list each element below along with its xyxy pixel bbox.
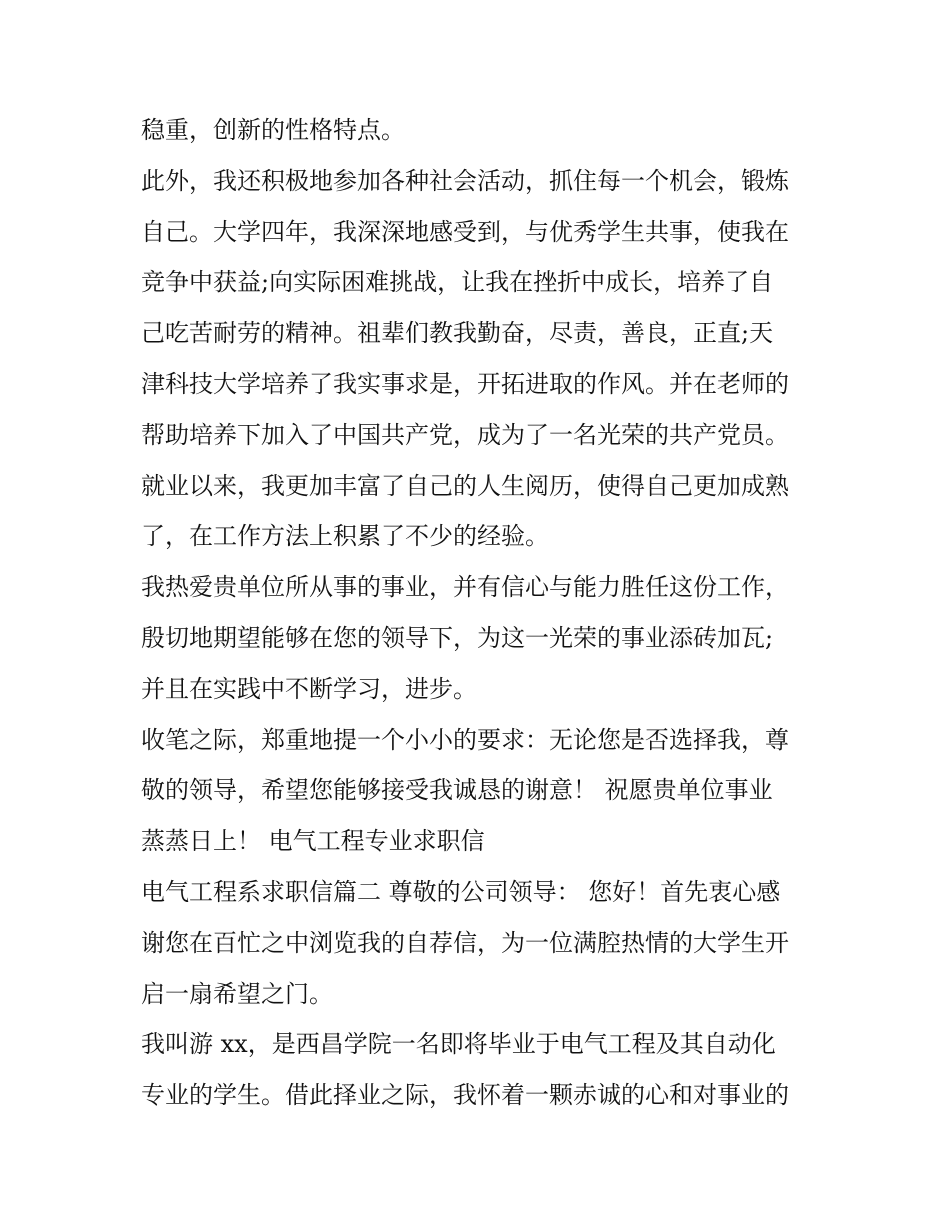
text-line: 专业的学生。借此择业之际，我怀着一颗赤诚的心和对事业的 — [141, 1081, 789, 1110]
text-line: 稳重，创新的性格特点。 — [141, 116, 405, 144]
text-line: 就业以来，我更加丰富了自己的人生阅历，使得自己更加成熟 — [141, 471, 789, 500]
text-line: 启一扇希望之门。 — [141, 979, 333, 1008]
text-line: 我叫游 xx，是西昌学院一名即将毕业于电气工程及其自动化 — [141, 1030, 776, 1059]
text-line: 竞争中获益;向实际困难挑战，让我在挫折中成长，培养了自 — [141, 268, 774, 297]
text-line: 殷切地期望能够在您的领导下，为这一光荣的事业添砖加瓦; — [141, 623, 774, 652]
text-line: 我热爱贵单位所从事的事业，并有信心与能力胜任这份工作， — [141, 573, 789, 602]
text-line: 并且在实践中不断学习，进步。 — [141, 674, 477, 703]
text-line: 此外，我还积极地参加各种社会活动，抓住每一个机会，锻炼 — [141, 166, 789, 195]
text-line: 帮助培养下加入了中国共产党，成为了一名光荣的共产党员。 — [141, 420, 789, 449]
text-line: 收笔之际，郑重地提一个小小的要求：无论您是否选择我，尊 — [141, 725, 789, 754]
text-line: 津科技大学培养了我实事求是，开拓进取的作风。并在老师的 — [141, 369, 789, 398]
text-line: 电气工程系求职信篇二 尊敬的公司领导： 您好！首先衷心感 — [141, 877, 781, 906]
text-line: 敬的领导，希望您能够接受我诚恳的谢意！ 祝愿贵单位事业 — [141, 776, 773, 805]
text-line: 了，在工作方法上积累了不少的经验。 — [141, 522, 549, 551]
text-line: 己吃苦耐劳的精神。祖辈们教我勤奋，尽责，善良，正直;天 — [141, 319, 774, 348]
text-line: 谢您在百忙之中浏览我的自荐信，为一位满腔热情的大学生开 — [141, 928, 789, 957]
text-line: 蒸蒸日上！ 电气工程专业求职信 — [141, 827, 485, 856]
text-line: 自己。大学四年，我深深地感受到，与优秀学生共事，使我在 — [141, 217, 789, 246]
letter-body — [141, 105, 821, 1121]
